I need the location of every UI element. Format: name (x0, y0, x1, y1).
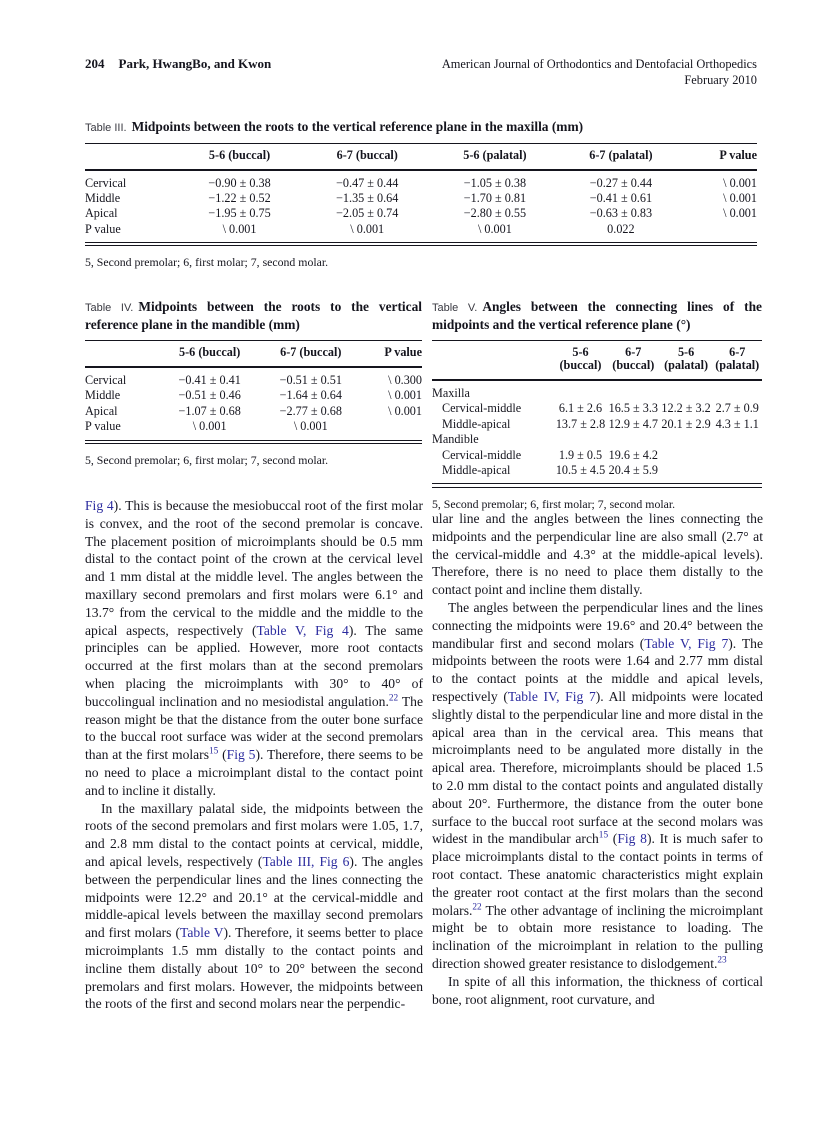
table-cell (660, 463, 713, 483)
table-cell: −1.22 ± 0.52 (208, 190, 271, 205)
table-row (85, 404, 422, 419)
table-cell: \ 0.001 (723, 190, 757, 205)
citation-reference-link[interactable]: 22 (388, 693, 399, 704)
column-header: 6-7 (palatal) (715, 345, 760, 372)
table-cell: 16.5 ± 3.3 (608, 401, 658, 416)
table-row (85, 206, 757, 221)
table-cell: \ 0.001 (723, 206, 757, 221)
table-cell: Apical (85, 403, 118, 418)
table-iii-title: Midpoints between the roots to the vertical reference plane in the maxilla (mm) (131, 119, 584, 134)
table-iv-body (85, 367, 422, 440)
table-cell: \ 0.001 (192, 419, 227, 434)
text-run: ). It is much safer to place microimplants distal to the contact points in terms of root contact. These anatomic characteristics might explain the greater root contact at the first molars than the second molars. (432, 831, 763, 918)
table-v-caption (432, 299, 762, 334)
table-cell: \ 0.001 (388, 403, 422, 418)
table-row (85, 191, 757, 206)
table-iv-block (85, 299, 422, 468)
table-row (432, 401, 762, 416)
text-run: In the maxillary palatal side, the midpoints between the roots of the second premolars and first molars were 1.05, 1.7, and 2.8 mm distal to the contact points at cervical, middle, and apical levels, respectively ( (85, 800, 423, 869)
cross-reference-link[interactable]: Table V, Fig 4 (256, 622, 349, 638)
table-cell: Cervical (85, 373, 127, 387)
table-cell: 20.4 ± 5.9 (608, 463, 658, 478)
table-cell: −1.05 ± 0.38 (463, 175, 527, 190)
table-row (85, 222, 757, 242)
table-cell: −0.27 ± 0.44 (589, 175, 653, 190)
table-cell: 12.9 ± 4.7 (608, 416, 658, 431)
table-row (432, 448, 762, 463)
table-cell: \ 0.001 (388, 388, 422, 403)
table-v-block (432, 299, 762, 512)
table-cell: 1.9 ± 0.5 (558, 447, 603, 462)
table-cell: −0.90 ± 0.38 (208, 175, 271, 190)
table-row (432, 380, 762, 401)
table-iv-label: Table IV. (85, 302, 134, 314)
text-run: The reason might be that the distance from the outer bone surface to the buccal root surface was wider at the second premolars than at the first molars (85, 693, 423, 763)
table-cell: 13.7 ± 2.8 (555, 416, 606, 431)
journal-issue-date: February 2010 (684, 73, 757, 87)
table-cell: 12.2 ± 3.2 (661, 401, 711, 416)
table-cell (660, 448, 713, 463)
table-row (432, 417, 762, 432)
table-bottom-rule (85, 242, 757, 246)
table-cell: −0.41 ± 0.61 (589, 190, 653, 205)
text-run: In spite of all this information, the thickness of cortical bone, root alignment, root curvature, and (432, 973, 763, 1007)
table-cell: Middle (85, 190, 121, 205)
table-cell: 6.1 ± 2.6 (558, 401, 603, 416)
table-iii-body (85, 170, 757, 243)
table-cell: −1.95 ± 0.75 (208, 206, 271, 221)
table-cell: Middle (85, 388, 121, 403)
table-cell: −1.35 ± 0.64 (336, 190, 399, 205)
table-cell: Apical (85, 206, 118, 221)
paragraph (85, 497, 423, 800)
table-iv-title: Midpoints between the roots to the vertical reference plane in the mandible (mm) (85, 299, 422, 332)
table-cell: \ 0.001 (222, 221, 257, 236)
table-cell: −0.63 ± 0.83 (589, 206, 653, 221)
table-cell: −0.51 ± 0.46 (178, 388, 241, 403)
paragraph (432, 510, 763, 599)
table-cell: −0.47 ± 0.44 (336, 175, 399, 190)
citation-reference-link[interactable]: 15 (209, 746, 219, 757)
table-cell: −2.80 ± 0.55 (463, 206, 527, 221)
running-head-left (85, 56, 271, 72)
table-cell (712, 463, 762, 483)
table-iii (85, 143, 757, 243)
table-row-label: Middle-apical (442, 416, 511, 431)
table-cell (712, 448, 762, 463)
column-header (85, 143, 176, 170)
table-group-label: Maxilla (432, 386, 470, 400)
text-run: ). Therefore, it seems better to place microimplants 1.5 mm distally to the contact points and incline them distally about 10° to 20° between the second premolars and first molars. However, the midpoints between the roots of the first and second molars near the perpendic- (85, 925, 424, 1012)
running-authors: Park, HwangBo, and Kwon (118, 56, 272, 71)
table-cell: \ 0.001 (477, 221, 512, 236)
table-cell: 2.7 ± 0.9 (715, 401, 759, 416)
table-cell: −0.51 ± 0.51 (279, 373, 342, 387)
table-iv-header (85, 341, 422, 368)
table-cell: Cervical (85, 175, 127, 190)
table-cell (361, 419, 422, 439)
column-header: P value (719, 147, 757, 162)
text-column-left (85, 497, 423, 1013)
table-bottom-rule (432, 483, 762, 487)
text-run: ). The angles between the perpendicular lines and the lines connecting the midpoints were 12.2° and 20.1° at the cervical-middle and middle-apical levels between the maxillay second premolars and first molars ( (85, 853, 423, 941)
table-row (85, 367, 422, 388)
column-header: 5-6 (buccal) (208, 147, 271, 162)
citation-reference-link[interactable]: 15 (598, 830, 609, 841)
cross-reference-link[interactable]: Fig 5 (226, 747, 256, 763)
table-cell (683, 222, 757, 242)
table-cell: \ 0.001 (723, 175, 757, 190)
table-iii-footnote: 5, Second premolar; 6, first molar; 7, second molar. (85, 255, 329, 270)
table-row (432, 432, 762, 447)
table-iii-header (85, 143, 757, 170)
running-head-right (442, 56, 757, 88)
table-iv-footnote: 5, Second premolar; 6, first molar; 7, second molar. (85, 452, 329, 467)
table-iv (85, 340, 422, 440)
citation-reference-link[interactable]: 23 (717, 955, 727, 966)
column-header (432, 341, 554, 381)
table-row-label: Cervical-middle (442, 401, 522, 416)
text-run: The other advantage of inclining the microimplant might be to obtain more resistance to loading. The inclination of the microimplant in relation to the pulling direction showed greater resistance to dislodgement. (432, 902, 763, 971)
table-iii-label: Table III. (85, 122, 127, 134)
table-cell: −1.64 ± 0.64 (279, 388, 342, 403)
table-v-label: Table V. (432, 302, 478, 314)
table-v-title: Angles between the connecting lines of the midpoints and the vertical reference plane (°) (432, 299, 762, 332)
paragraph (85, 800, 423, 1014)
table-cell: −0.41 ± 0.41 (178, 373, 241, 387)
table-v-footnote: 5, Second premolar; 6, first molar; 7, second molar. (432, 496, 676, 511)
text-run: ). Therefore, there seems to be no need to place a microimplant distal to the contact point and to incline it distally. (85, 747, 423, 798)
table-cell: 20.1 ± 2.9 (661, 416, 711, 431)
table-v-body (432, 380, 762, 483)
table-v-header (432, 341, 762, 381)
paragraph (432, 599, 763, 973)
cross-reference-link[interactable]: Table V, Fig 7 (644, 635, 729, 651)
table-cell: −2.05 ± 0.74 (336, 206, 399, 221)
text-run: ( (218, 747, 227, 763)
column-header: 5-6 (buccal) (179, 345, 241, 359)
column-header: 5-6 (palatal) (664, 345, 709, 372)
column-header: P value (384, 345, 422, 359)
column-header: 6-7 (buccal) (612, 345, 655, 372)
table-cell: P value (85, 419, 121, 434)
table-cell: −1.07 ± 0.68 (178, 403, 241, 418)
column-header: 5-6 (buccal) (559, 345, 602, 372)
table-cell: −1.70 ± 0.81 (463, 190, 527, 205)
cross-reference-link[interactable]: Table IV, Fig 7 (507, 688, 596, 704)
cross-reference-link[interactable]: Fig 4 (85, 498, 114, 513)
text-run: ular line and the angles between the lines connecting the midpoints and the perpendicular line are also small (2.7° at the cervical-middle and 4.3° at the middle-apical levels). Therefore, there is no need to place them distally to the contact point and incline them distally. (432, 511, 763, 598)
table-cell: 10.5 ± 4.5 (555, 463, 606, 478)
text-column-right (432, 510, 763, 1008)
cross-reference-link[interactable]: Table III, Fig 6 (262, 853, 350, 869)
text-run: ). The midpoints between the roots were 1.64 and 2.77 mm distal to the contact points at the middle and apical levels, respectively ( (432, 635, 764, 704)
page-number: 204 (85, 56, 105, 71)
table-cell: P value (85, 221, 121, 236)
text-run: The angles between the perpendicular lines and the lines connecting the midpoints were 19.6° and 20.4° between the mandibular first and second molars ( (432, 599, 763, 651)
text-run: ( (608, 831, 618, 847)
table-row (85, 388, 422, 403)
table-row (85, 170, 757, 191)
citation-reference-link[interactable]: 22 (472, 902, 482, 912)
table-iv-caption (85, 299, 422, 334)
column-header: 6-7 (buccal) (336, 147, 398, 162)
cross-reference-link[interactable]: Table V (179, 925, 224, 941)
text-run: ). All midpoints were located slightly distal to the perpendicular line and more distal in the apical area than in the cervical area. This means that microimplants need to be angulated more distally in the apical area. Therefore, microimplants should be placed 1.5 to 2.0 mm distal to the contact points and angulated distally about 20°. Furthermore, the distance from the outer bone surface to the buccal root surface at the second molars was widest in the mandibular arch (432, 688, 763, 847)
table-row-label: Middle-apical (442, 463, 511, 478)
table-cell: \ 0.300 (388, 373, 422, 387)
cross-reference-link[interactable]: Fig 8 (617, 831, 647, 847)
table-iii-caption (85, 119, 757, 137)
text-run: ). The same principles can be applied. However, more root contacts occurred at the first molars than at the second premolars when placing the microimplants with 30° to 40° of buccolingual inclination and no mesiodistal angulation. (85, 622, 424, 709)
table-bottom-rule (85, 440, 422, 444)
text-run: ). This is because the mesiobuccal root of the first molar is convex, and the root of the second premolar is concave. The placement position of microimplants should be 0.5 mm distal to the contact point of the crown at the cervical level and 1 mm distal at the middle level. The angles between the maxillary second premolars and first molars were 6.1° and 13.7° from the cervical to the middle and the middle to the apical aspects, respectively ( (85, 498, 423, 638)
table-cell: 19.6 ± 4.2 (608, 447, 658, 462)
table-cell: \ 0.001 (293, 419, 328, 434)
paragraph (432, 973, 763, 1009)
journal-title: American Journal of Orthodontics and Dentofacial Orthopedics (441, 57, 757, 71)
table-iii-block (85, 119, 757, 270)
table-cell: 4.3 ± 1.1 (715, 416, 759, 431)
column-header: 6-7 (palatal) (589, 147, 653, 162)
table-cell: −2.77 ± 0.68 (279, 403, 342, 418)
table-cell: \ 0.001 (350, 221, 385, 236)
table-row (85, 419, 422, 439)
column-header: 5-6 (palatal) (463, 147, 527, 162)
table-group-label: Mandible (432, 432, 479, 447)
table-row (432, 463, 762, 483)
column-header: 6-7 (buccal) (280, 345, 342, 359)
table-row-label: Cervical-middle (442, 447, 522, 462)
table-v (432, 340, 762, 483)
column-header (85, 341, 159, 368)
table-cell: 0.022 (607, 221, 635, 236)
